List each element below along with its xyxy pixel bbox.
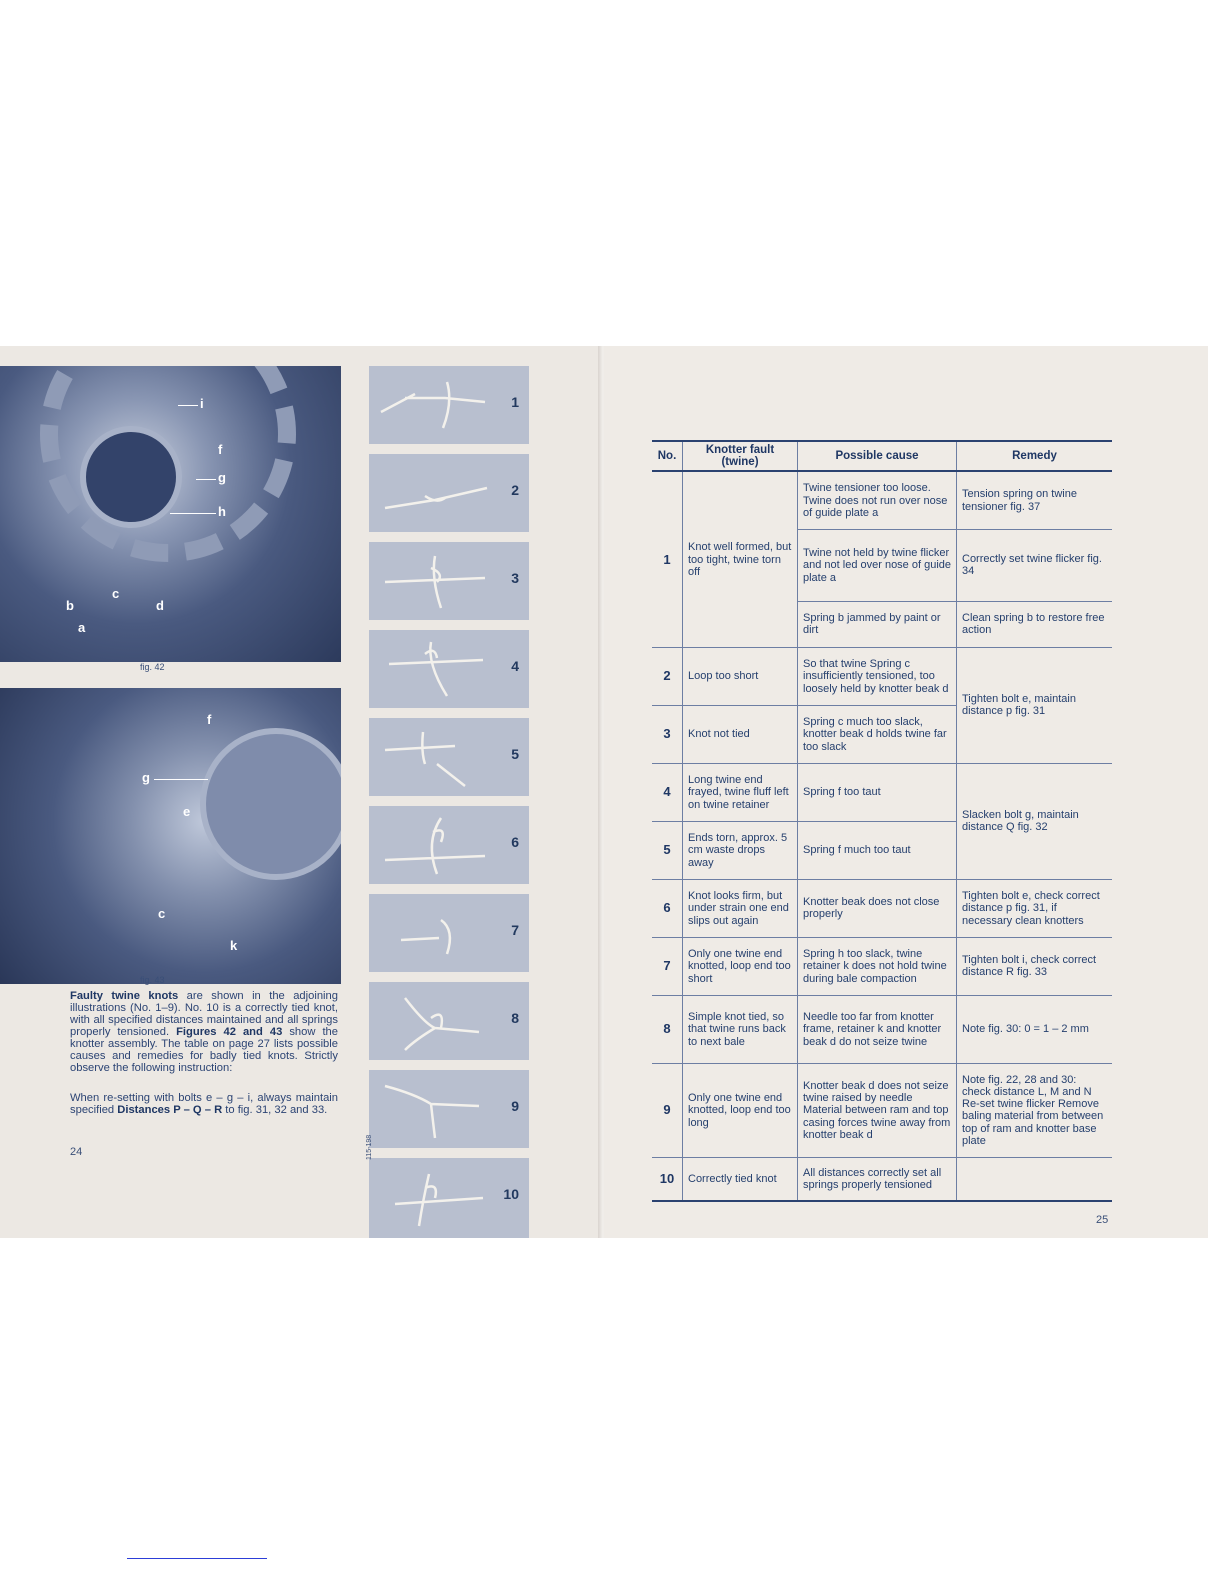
knotter-fault-table bbox=[652, 440, 1112, 1202]
table-row: Twine not held by twine flicker and not led over nose of guide plate a Correctly set twine flicker fig. 34 bbox=[652, 529, 1112, 601]
header-no: No. bbox=[652, 441, 683, 471]
label-c: c bbox=[112, 586, 120, 601]
photo-fig-43 bbox=[0, 688, 341, 984]
scan-artifact-line bbox=[127, 1558, 267, 1559]
label-i: i bbox=[200, 396, 204, 411]
table-row: 2 Loop too short So that twine Spring c insufficiently tensioned, too loosely held by knotter beak d Tighten bolt e, maintain distance p fig. 31 bbox=[652, 647, 1112, 705]
label-e-43: e bbox=[183, 804, 191, 819]
label-h: h bbox=[218, 504, 226, 519]
knot-tile-2: 2 bbox=[369, 454, 529, 532]
spring-housing bbox=[200, 728, 341, 880]
table-row: 3 Knot not tied Spring c much too slack, knotter beak d holds twine far too slack bbox=[652, 705, 1112, 763]
label-a: a bbox=[78, 620, 86, 635]
label-g: g bbox=[218, 470, 226, 485]
label-f: f bbox=[218, 442, 223, 457]
knotter-hub bbox=[80, 426, 182, 528]
table-row: 7 Only one twine end knotted, loop end too short Spring h too slack, twine retainer k does not hold twine during bale compaction Tighten bolt i, check correct distance R fig. 33 bbox=[652, 937, 1112, 995]
knot-tile-10: 10 bbox=[369, 1158, 529, 1238]
page-number-right: 25 bbox=[1096, 1214, 1109, 1226]
knot-tile-6: 6 bbox=[369, 806, 529, 884]
table-row: 1 Knot well formed, but too tight, twine torn off Twine tensioner too loose. Twine does not run over nose of guide plate a Tension spring on twine tensioner fig. 37 bbox=[652, 471, 1112, 529]
knot-tile-8: 8 bbox=[369, 982, 529, 1060]
label-d: d bbox=[156, 598, 164, 613]
header-remedy: Remedy bbox=[957, 441, 1113, 471]
knot-tile-3: 3 bbox=[369, 542, 529, 620]
header-cause: Possible cause bbox=[798, 441, 957, 471]
knot-tile-5: 5 bbox=[369, 718, 529, 796]
table-row: 9 Only one twine end knotted, loop end too long Knotter beak d does not seize twine raised by needle Material between ram and top casing forces twine away from knotter beak d Note fig. 22, 28 and 30: check distance L, M and N Re-set twine flicker Remove baling material from between top of ram and knotter base plate bbox=[652, 1063, 1112, 1157]
knot-tile-4: 4 bbox=[369, 630, 529, 708]
label-f-43: f bbox=[207, 712, 212, 727]
table-row: 6 Knot looks firm, but under strain one end slips out again Knotter beak does not close properly Tighten bolt e, check correct distance p fig. 31, if necessary clean knotters bbox=[652, 879, 1112, 937]
table-row: 5 Ends torn, approx. 5 cm waste drops away Spring f much too taut bbox=[652, 821, 1112, 879]
label-c-43: c bbox=[158, 906, 166, 921]
knot-tile-1: 1 bbox=[369, 366, 529, 444]
table-row: 8 Simple knot tied, so that twine runs back to next bale Needle too far from knotter frame, retainer k and knotter beak d do not seize twine Note fig. 30: 0 = 1 – 2 mm bbox=[652, 995, 1112, 1063]
page-number-left: 24 bbox=[70, 1146, 83, 1158]
label-k-43: k bbox=[230, 938, 238, 953]
side-code: 115-198 bbox=[366, 1134, 373, 1160]
label-g-43: g bbox=[142, 770, 150, 785]
table-row: 4 Long twine end frayed, twine fluff left on twine retainer Spring f too taut Slacken bolt g, maintain distance Q fig. 32 bbox=[652, 763, 1112, 821]
header-fault: Knotter fault (twine) bbox=[683, 441, 798, 471]
fig-42-caption: fig. 42 bbox=[140, 662, 165, 672]
table-row: 10 Correctly tied knot All distances correctly set all springs properly tensioned bbox=[652, 1157, 1112, 1201]
faulty-knots-paragraph: Faulty twine knots are shown in the adjoining illustrations (No. 1–9). No. 10 is a correctly tied knot, with all specified distances maintained and all springs properly tensioned. Figures 42 and 43 show the knotter assembly. The table on page 27 lists possible causes and remedies for badly tied knots. Strictly observe the following instruction: bbox=[70, 990, 339, 1074]
knot-tile-9: 9 bbox=[369, 1070, 529, 1148]
label-b: b bbox=[66, 598, 74, 613]
reset-instruction-paragraph: When re-setting with bolts e – g – i, always maintain specified Distances P – Q – R to fig. 31, 32 and 33. bbox=[70, 1092, 338, 1116]
left-page bbox=[0, 346, 600, 1238]
table-header-row bbox=[652, 441, 1112, 471]
table-row: Spring b jammed by paint or dirt Clean spring b to restore free action bbox=[652, 601, 1112, 647]
fig-43-caption: fig. 43 bbox=[140, 975, 165, 985]
knot-tile-7: 7 bbox=[369, 894, 529, 972]
photo-fig-42 bbox=[0, 366, 341, 662]
